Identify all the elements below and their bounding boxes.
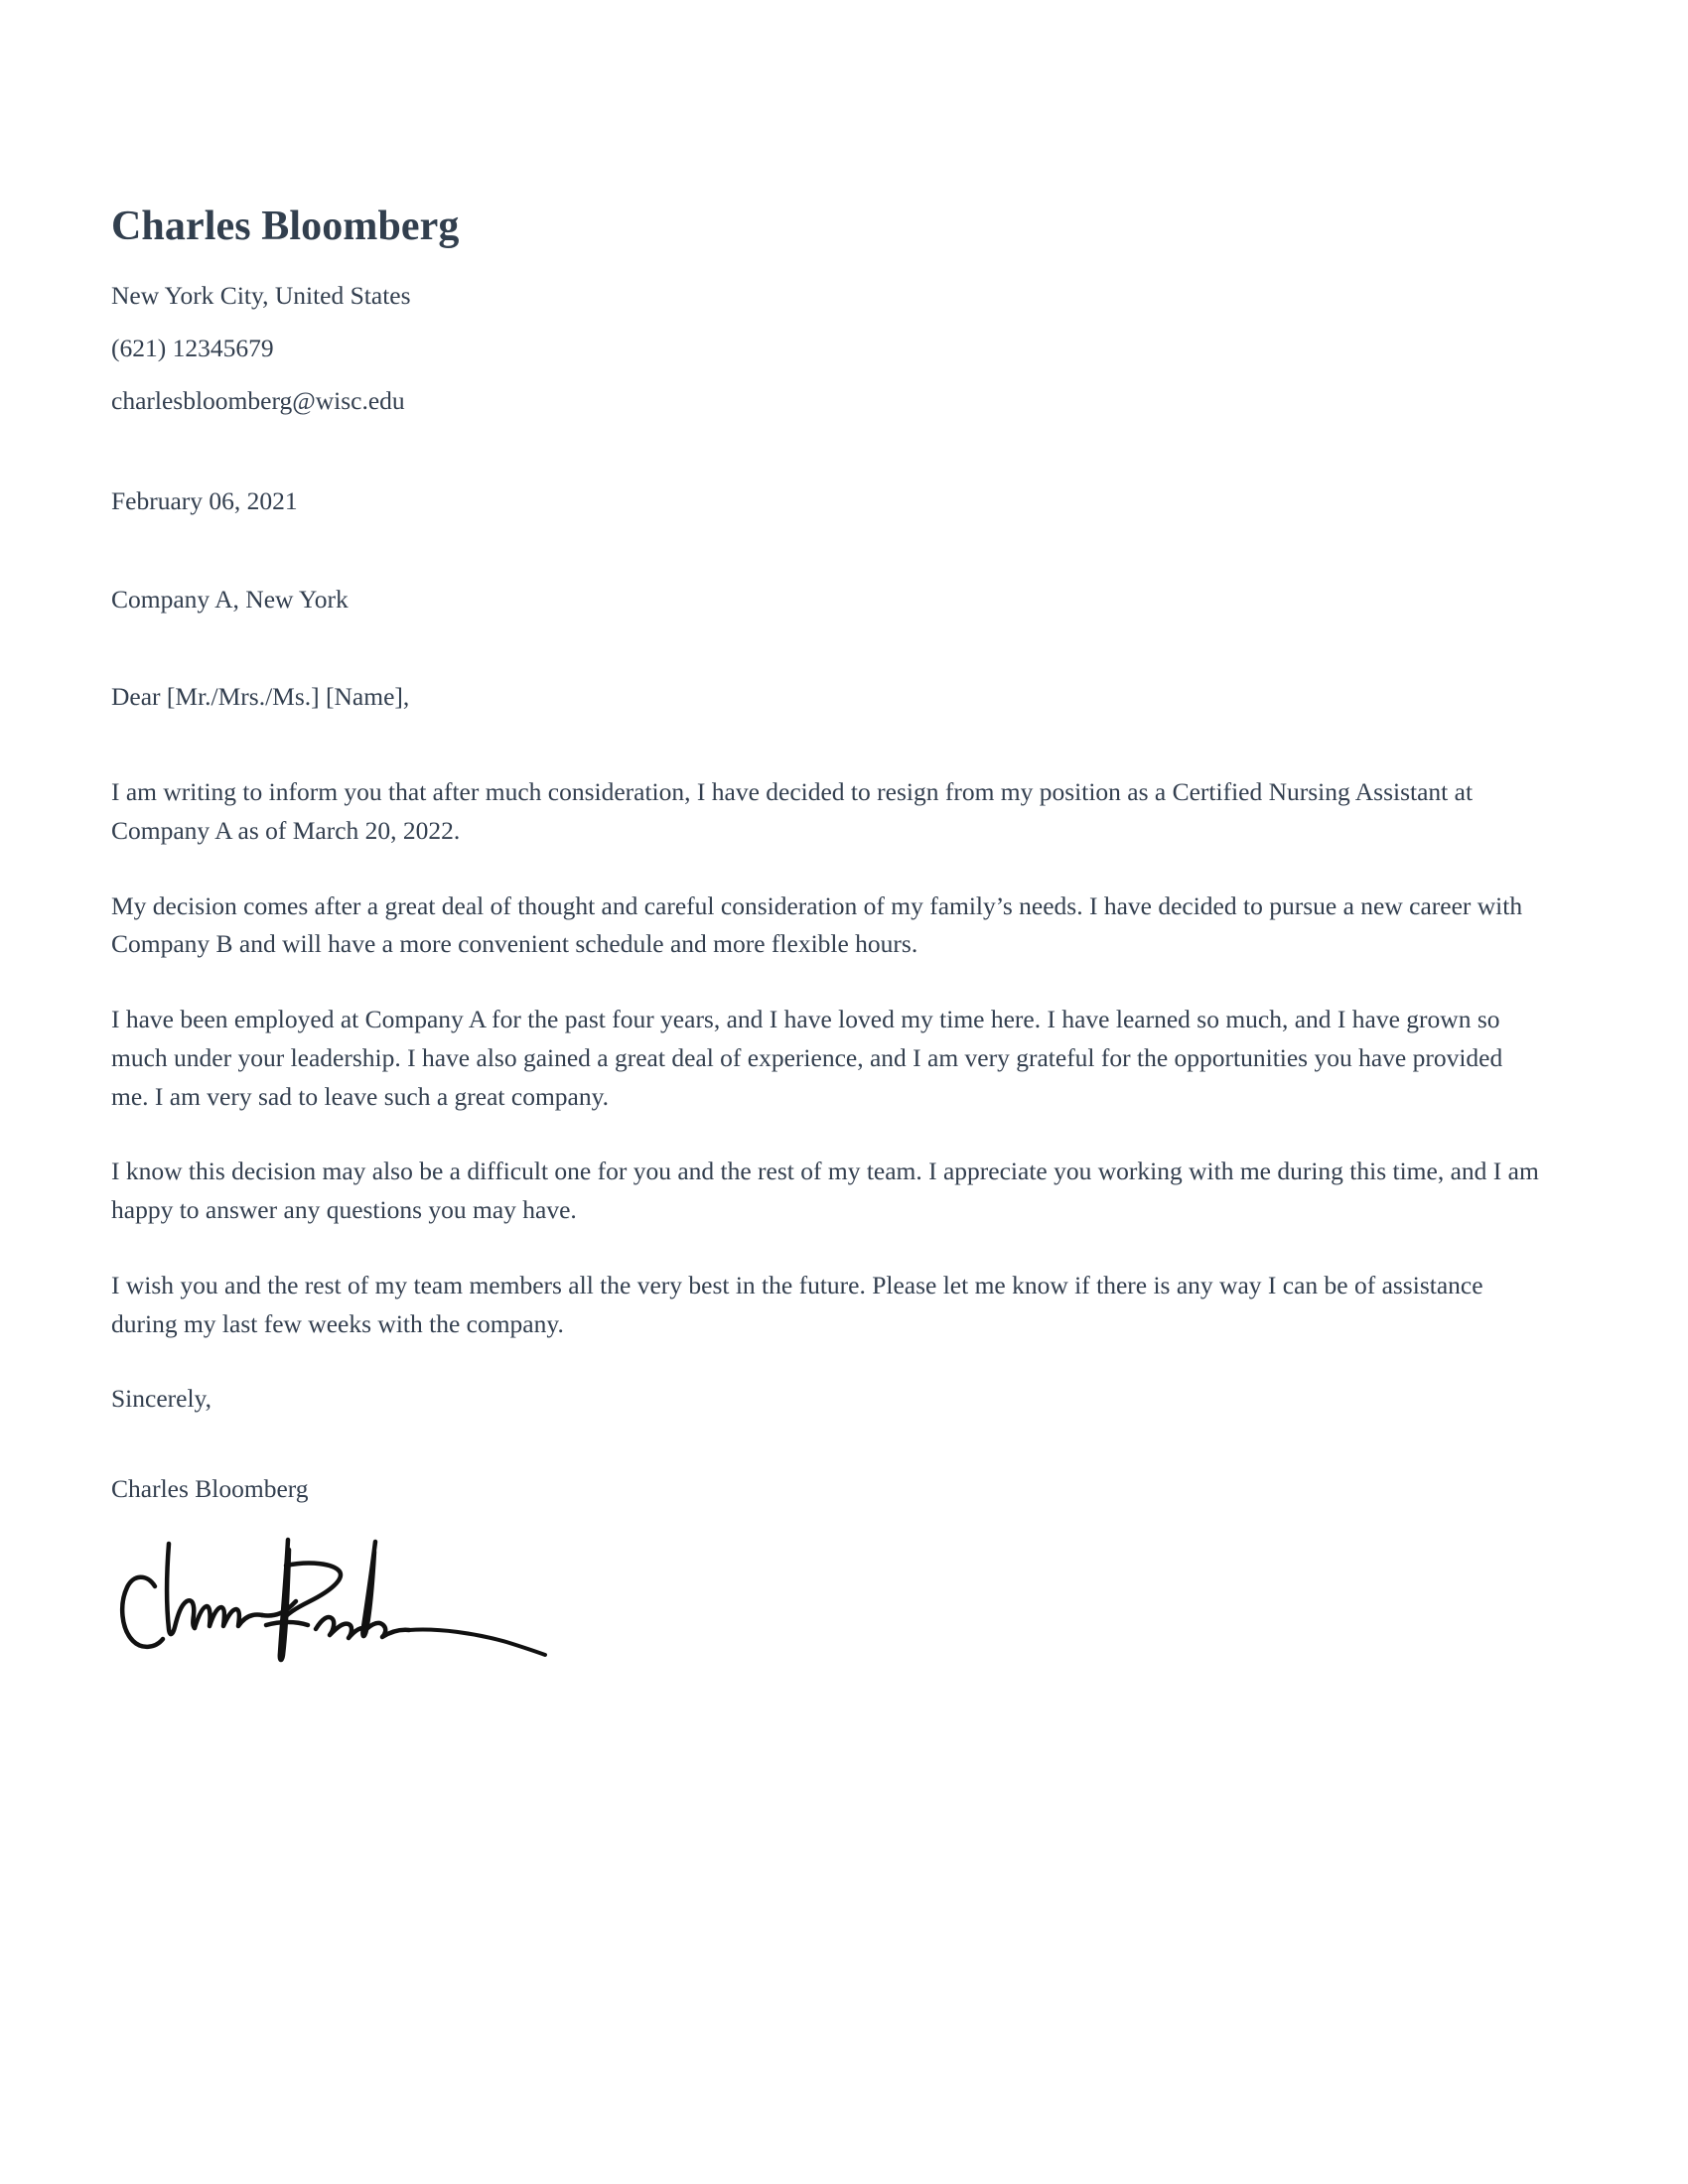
signer-name: Charles Bloomberg bbox=[111, 1473, 309, 1503]
body-paragraph: I have been employed at Company A for the past four years, and I have loved my time here. I have learned so much, and I have grown so much under your leadership. I have also gained a great deal of experience, and I am very grateful for the opportunities you have provided me. I am very sad to leave such a great company. bbox=[111, 1005, 1503, 1111]
sender-phone: (621) 12345679 bbox=[111, 333, 274, 362]
body-paragraph: My decision comes after a great deal of thought and careful consideration of my family’s needs. I have decided to pursue a new career with Company B and will have a more convenient schedule and more flexible hours. bbox=[111, 890, 1523, 959]
sender-location: New York City, United States bbox=[111, 281, 411, 311]
letter-body bbox=[111, 773, 1539, 1343]
signature-icon bbox=[111, 1530, 548, 1669]
body-paragraph: I know this decision may also be a difficult one for you and the rest of my team. I appreciate you working with me during this time, and I am happy to answer any questions you may have. bbox=[111, 1157, 1539, 1225]
salutation: Dear [Mr./Mrs./Ms.] [Name], bbox=[111, 681, 410, 711]
body-paragraph: I wish you and the rest of my team members all the very best in the future. Please let me know if there is any way I can be of assistance during my last few weeks with the company. bbox=[111, 1270, 1483, 1338]
letterhead bbox=[111, 204, 1539, 420]
sender-name: Charles Bloomberg bbox=[111, 204, 460, 249]
body-paragraph: I am writing to inform you that after much consideration, I have decided to resign from my position as a Certified Nursing Assistant at Company A as of March 20, 2022. bbox=[111, 777, 1474, 845]
signature-image bbox=[111, 1530, 548, 1669]
recipient-address: Company A, New York bbox=[111, 584, 349, 614]
letter-date: February 06, 2021 bbox=[111, 486, 298, 516]
sender-email: charlesbloomberg@wisc.edu bbox=[111, 385, 405, 415]
letter-closing bbox=[111, 1380, 1539, 1669]
valediction: Sincerely, bbox=[111, 1384, 212, 1414]
